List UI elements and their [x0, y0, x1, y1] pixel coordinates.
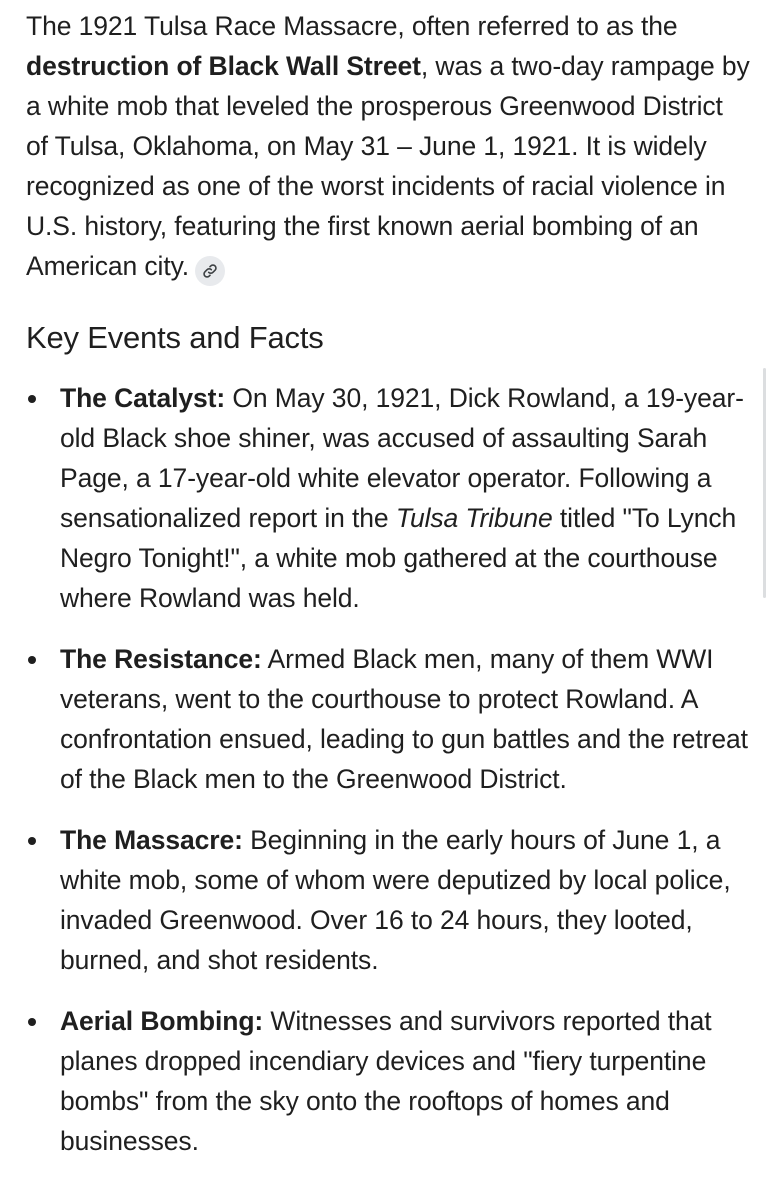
fact-text: On May 30, 1921, Dick Rowland, a 19-year-old Black shoe shiner, was accused of assaulting Sarah Page, a 17-year-old white elevator operator. Following a sensationalized report in the [60, 383, 744, 533]
intro-text-start: The 1921 Tulsa Race Massacre, often referred to as the [26, 11, 678, 41]
intro-bold-phrase: destruction of Black Wall Street [26, 51, 421, 81]
intro-paragraph [26, 6, 750, 286]
bullet-icon [28, 656, 36, 664]
link-icon [202, 263, 218, 279]
list-item [26, 639, 750, 799]
response-content [26, 6, 750, 1182]
fact-title: The Massacre: [60, 825, 243, 855]
bullet-icon [28, 395, 36, 403]
key-facts-list [26, 378, 750, 1161]
fact-text: Beginning in the early hours of June 1, a white mob, some of whom were deputized by local police, invaded Greenwood. Over 16 to 24 hours, they looted, burned, and shot residents. [60, 825, 731, 975]
fact-title: The Catalyst: [60, 383, 226, 413]
fact-text: Witnesses and survivors reported that planes dropped incendiary devices and "fiery turpentine bombs" from the sky onto the rooftops of homes and businesses. [60, 1006, 712, 1156]
list-item [26, 820, 750, 980]
source-link-button[interactable] [195, 256, 225, 286]
scrollbar[interactable] [763, 368, 766, 598]
section-heading: Key Events and Facts [26, 320, 324, 355]
fact-text-continued: titled "To Lynch Negro Tonight!", a white mob gathered at the courthouse where Rowland was held. [60, 503, 737, 613]
fact-text: Armed Black men, many of them WWI veterans, went to the courthouse to protect Rowland. A confrontation ensued, leading to gun battles and the retreat of the Black men to the Greenwood District. [60, 644, 748, 794]
fact-title: The Resistance: [60, 644, 262, 674]
bullet-icon [28, 1018, 36, 1026]
list-item [26, 378, 750, 618]
intro-text-end: , was a two-day rampage by a white mob that leveled the prosperous Greenwood District of Tulsa, Oklahoma, on May 31 – June 1, 1921. It is widely recognized as one of the worst incidents of racial violence in U.S. history, featuring the first known aerial bombing of an American city. [26, 51, 750, 281]
bullet-icon [28, 837, 36, 845]
list-item [26, 1001, 750, 1161]
fact-italic-text: Tulsa Tribune [395, 503, 553, 533]
fact-title: Aerial Bombing: [60, 1006, 264, 1036]
